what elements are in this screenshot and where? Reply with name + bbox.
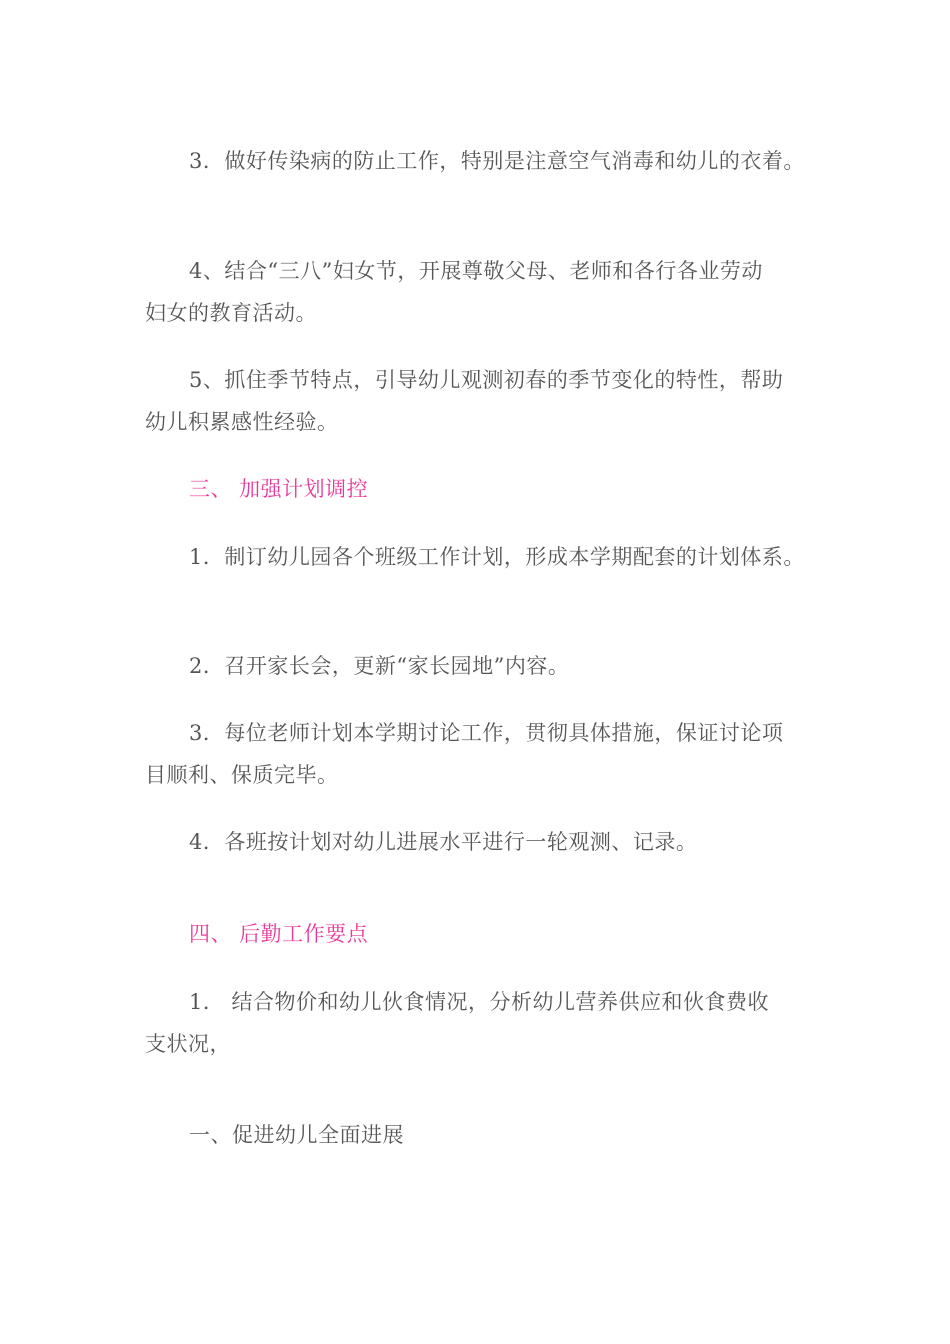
paragraph-line: 妇女的教育活动。 xyxy=(145,301,317,325)
paragraph-womens-day xyxy=(145,250,815,334)
paragraph-parents-meeting xyxy=(145,645,815,687)
section-heading-plan-control xyxy=(145,468,815,510)
paragraph-season-observation xyxy=(145,359,815,443)
paragraph-line: 幼儿积累感性经验。 xyxy=(145,410,339,434)
paragraph-infection-prevention xyxy=(145,140,815,182)
paragraph-line: 3．每位老师计划本学期讨论工作，贯彻具体措施，保证讨论项 xyxy=(189,721,784,745)
heading-text: 三、 加强计划调控 xyxy=(189,477,369,501)
paragraph-observation-record xyxy=(145,821,815,863)
paragraph-line: 1．制订幼儿园各个班级工作计划，形成本学期配套的计划体系。 xyxy=(189,545,805,569)
paragraph-line: 支状况， xyxy=(145,1032,231,1056)
paragraph-line: 2．召开家长会，更新“家长园地”内容。 xyxy=(189,654,570,678)
section-heading-logistics xyxy=(145,913,815,955)
paragraph-line: 4．各班按计划对幼儿进展水平进行一轮观测、记录。 xyxy=(189,830,698,854)
paragraph-teacher-research xyxy=(145,712,815,796)
paragraph-line: 一、促进幼儿全面进展 xyxy=(189,1123,404,1147)
paragraph-line: 4、结合“三八”妇女节，开展尊敬父母、老师和各行各业劳动 xyxy=(189,259,763,283)
paragraph-line: 3．做好传染病的防止工作，特别是注意空气消毒和幼儿的衣着。 xyxy=(189,149,805,173)
paragraph-line: 目顺利、保质完毕。 xyxy=(145,763,339,787)
heading-text: 四、 后勤工作要点 xyxy=(189,922,369,946)
paragraph-line: 1． 结合物价和幼儿伙食情况，分析幼儿营养供应和伙食费收 xyxy=(189,990,770,1014)
paragraph-class-plans xyxy=(145,536,815,578)
paragraph-section-one-title xyxy=(145,1114,815,1156)
paragraph-meal-analysis xyxy=(145,981,815,1065)
paragraph-line: 5、抓住季节特点，引导幼儿观测初春的季节变化的特性，帮助 xyxy=(189,368,784,392)
